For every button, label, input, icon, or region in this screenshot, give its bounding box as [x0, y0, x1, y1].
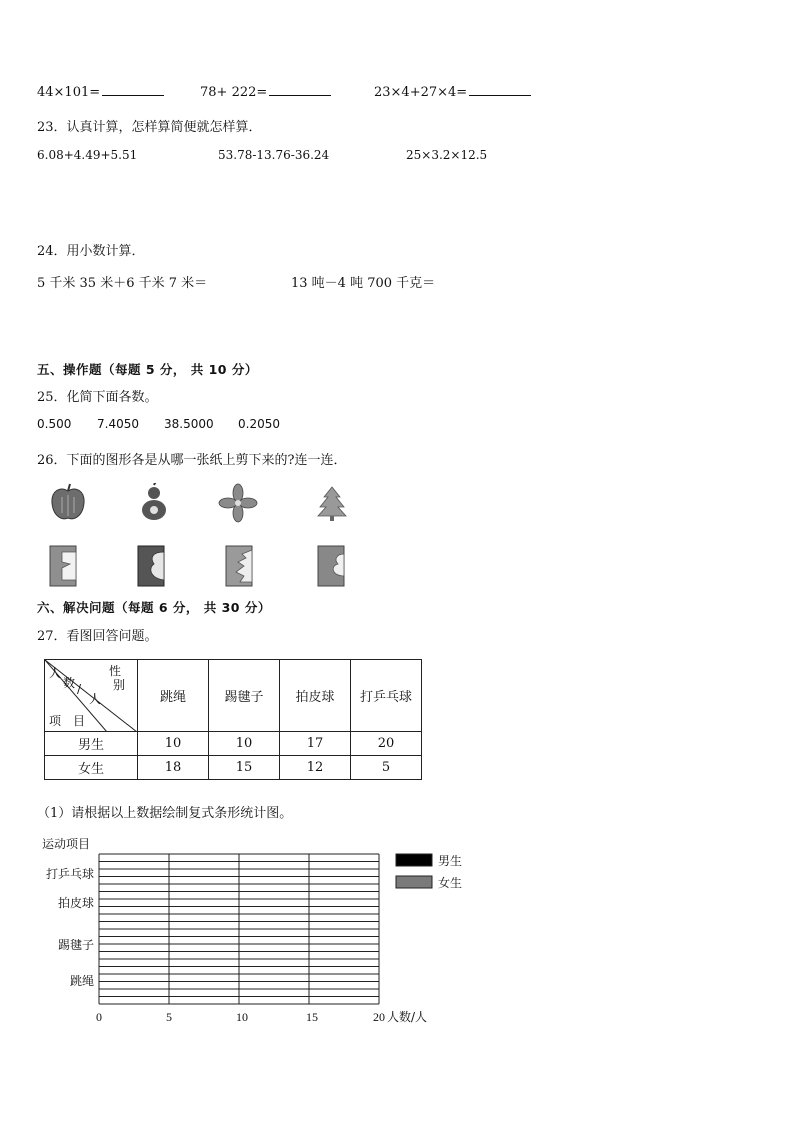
table-row	[45, 756, 422, 780]
q25-item-1: 0.500	[37, 417, 72, 431]
q23-item-2: 53.78-13.76-36.24	[218, 148, 330, 162]
header-count-mid: 数	[63, 676, 76, 690]
cell: 17	[280, 732, 351, 756]
paper-cut-4[interactable]	[316, 544, 348, 588]
category-label: 跳绳	[69, 974, 94, 988]
section-6-title: 六、解决问题（每题 6 分， 共 30 分）	[37, 600, 271, 615]
q23-title: 23．认真计算，怎样算简便就怎样算．	[37, 120, 262, 135]
x-tick-label: 0	[96, 1010, 102, 1024]
col-header-3: 拍皮球	[280, 660, 351, 732]
category-label: 踢毽子	[57, 938, 94, 952]
section-5-title: 五、操作题（每题 5 分， 共 10 分）	[37, 362, 258, 377]
q25-item-2: 7.4050	[97, 417, 139, 431]
x-tick-label: 15	[306, 1010, 318, 1024]
q25-item-4: 0.2050	[238, 417, 280, 431]
header-item-right: 目	[73, 714, 86, 728]
y-axis-label: 运动项目	[42, 837, 91, 851]
expr-text: 44×101=	[37, 85, 101, 100]
header-count-unit: 人	[89, 692, 102, 706]
cell: 5	[351, 756, 422, 780]
answer-blank[interactable]	[102, 83, 164, 96]
stats-table	[44, 659, 422, 780]
cell: 18	[138, 756, 209, 780]
header-gender-top: 性	[109, 664, 122, 678]
q26-title: 26．下面的图形各是从哪一张纸上剪下来的?连一连．	[37, 453, 347, 468]
answer-blank[interactable]	[269, 83, 331, 96]
q24-title: 24．用小数计算．	[37, 244, 145, 259]
col-header-1: 跳绳	[138, 660, 209, 732]
header-count-sep: /	[77, 682, 82, 696]
q23-item-1: 6.08+4.49+5.51	[37, 148, 138, 162]
header-gender-bottom: 别	[113, 678, 126, 692]
legend-swatch	[396, 876, 432, 888]
col-header-4: 打乒乓球	[351, 660, 422, 732]
q24-item-2: 13 吨－4 吨 700 千克＝	[291, 276, 436, 291]
flower-icon[interactable]	[218, 483, 258, 523]
paper-cut-3[interactable]	[224, 544, 256, 588]
tree-icon[interactable]	[312, 483, 352, 523]
q25-title: 25．化简下面各数。	[37, 390, 158, 405]
x-axis-label: 人数/人	[387, 1010, 428, 1024]
answer-blank[interactable]	[469, 83, 531, 96]
apple-icon[interactable]	[48, 483, 88, 523]
category-label: 打乒乓球	[45, 867, 94, 881]
expr-44x101	[37, 83, 164, 100]
legend-label: 男生	[438, 854, 463, 868]
x-tick-label: 20	[373, 1010, 385, 1024]
col-header-2: 踢毽子	[209, 660, 280, 732]
table-row	[45, 732, 422, 756]
cell: 10	[138, 732, 209, 756]
x-tick-label: 5	[166, 1010, 172, 1024]
legend-label: 女生	[438, 876, 463, 890]
q23-item-3: 25×3.2×12.5	[406, 148, 488, 162]
cell: 15	[209, 756, 280, 780]
row-label-boys: 男生	[45, 732, 138, 756]
q27-sub1: （1）请根据以上数据绘制复式条形统计图。	[37, 806, 293, 821]
header-item-left: 项	[49, 714, 62, 728]
expr-78+222	[200, 83, 331, 100]
q27-title: 27．看图回答问题。	[37, 629, 158, 644]
table-header-corner	[45, 660, 138, 732]
row-label-girls: 女生	[45, 756, 138, 780]
q24-item-1: 5 千米 35 米＋6 千米 7 米＝	[37, 276, 208, 291]
cell: 12	[280, 756, 351, 780]
paper-cut-1[interactable]	[48, 544, 80, 588]
header-count-top: 人	[49, 666, 62, 680]
expr-text: 78+ 222=	[200, 85, 268, 100]
x-tick-label: 10	[236, 1010, 248, 1024]
paper-cut-2[interactable]	[136, 544, 168, 588]
expr-text: 23×4+27×4=	[374, 85, 468, 100]
q25-item-3: 38.5000	[164, 417, 214, 431]
bar-chart[interactable]	[30, 832, 470, 1032]
expr-23x4+27x4	[374, 83, 531, 100]
gourd-icon[interactable]	[134, 483, 174, 523]
cell: 20	[351, 732, 422, 756]
legend-swatch	[396, 854, 432, 866]
category-label: 拍皮球	[57, 896, 94, 910]
cell: 10	[209, 732, 280, 756]
